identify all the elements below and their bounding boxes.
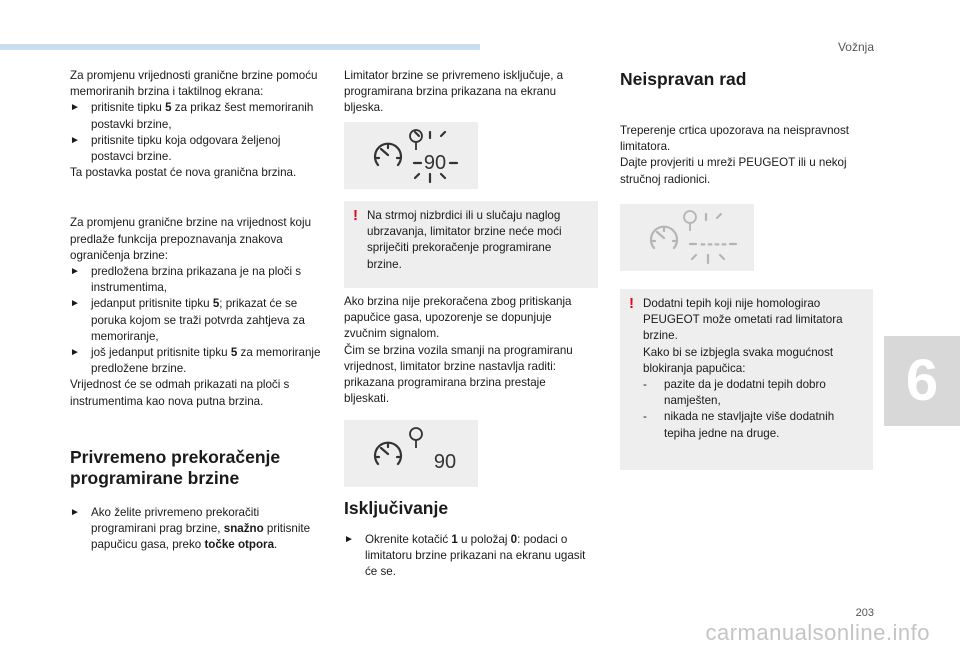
display-value: ---- [700, 233, 728, 253]
list-item: ► Okrenite kotačić 1 u položaj 0: podaci o limitatoru brzine prikazani na ekranu ugasit će se. [344, 533, 586, 579]
display-image-flashing [344, 122, 478, 189]
warning-box-floor-mat [620, 289, 873, 470]
speedometer-icon [651, 227, 677, 248]
list-item: ► pritisnite tipku koja odgovara željenoj postavci brzine. [70, 133, 281, 164]
memorized-speeds-block [70, 68, 322, 181]
arrow-bullet-icon: ► [70, 506, 80, 518]
speed-limiter-display [344, 122, 478, 189]
block1-outro: Ta postavka postat će nova granična brzina. [70, 166, 297, 180]
column-3-text [620, 123, 868, 188]
column-1 [70, 68, 322, 553]
display-value: 90 [423, 152, 447, 174]
section-title: Vožnja [837, 40, 874, 54]
heading-deactivation: Isključivanje [344, 498, 449, 518]
chapter-number: 6 [905, 348, 939, 413]
heading-temporary-exceed: Privremeno prekoračenje programirane brzine [70, 446, 281, 488]
warning-line1: Dodatni tepih koji nije homologirao PEUGEOT može ometati rad limitatora brzine. [643, 297, 843, 343]
sign-recognition-block [70, 215, 322, 409]
arrow-bullet-icon: ► [70, 102, 80, 114]
list-item: ► predložena brzina prikazana je na ploči s instrumentima, [70, 265, 302, 295]
speed-sign-icon [684, 211, 696, 231]
top-accent-bar [0, 44, 480, 50]
speed-limiter-display-fault [620, 204, 754, 271]
col3-para2: Dajte provjeriti u mreži PEUGEOT ili u nekoj stručnoj radionici. [620, 156, 847, 186]
list-item: - pazite da je dodatni tepih dobro namješten, [643, 378, 826, 408]
watermark: carmanualsonline.info [705, 620, 930, 645]
arrow-bullet-icon: ► [344, 534, 354, 545]
heading-malfunction: Neispravan rad [620, 69, 747, 89]
list-item: ► Ako želite privremeno prekoračiti programirani prag brzine, snažno pritisnite papučicu gasa, preko točke otpora. [70, 505, 311, 552]
display-image-steady [344, 420, 478, 487]
column-2-text [344, 294, 594, 407]
list-item: - nikada ne stavljajte više dodatnih tepiha jedne na druge. [643, 410, 835, 440]
col2-para1: Limitator brzine se privremeno isključuje, a programirana brzina prikazana na ekranu bljeska. [344, 69, 564, 115]
speedometer-icon [375, 443, 401, 464]
chapter-tab [884, 336, 960, 426]
speed-limiter-display-steady [344, 420, 478, 487]
deactivation-list [344, 532, 598, 581]
block2-intro: Za promjenu granične brzine na vrijednost koju predlaže funkcija prepoznavanja znakova ograničenja brzine: [70, 216, 312, 262]
exclamation-icon: ! [629, 295, 634, 312]
arrow-bullet-icon: ► [70, 134, 80, 146]
list-item: ► pritisnite tipku 5 za prikaz šest memoriranih postavki brzine, [70, 101, 314, 131]
arrow-bullet-icon: ► [70, 347, 80, 359]
warning-box-downhill [344, 201, 598, 288]
display-value: 90 [433, 451, 457, 473]
block1-intro: Za promjenu vrijednosti granične brzine pomoću memoriranih brzina i taktilnog ekrana: [70, 69, 318, 99]
warning-line2: Kako bi se izbjegla svaka mogućnost blokiranja papučica: [643, 345, 834, 375]
col2-para2a: Ako brzina nije prekoračena zbog pritiskanja papučice gasa, upozorenje se dopunjuje zvučnim signalom. [344, 295, 572, 341]
col2-para2b: Čim se brzina vozila smanji na programiranu vrijednost, limitator brzine nastavlja raditi: prikazana programirana brzina prestaje bljeskati. [344, 343, 573, 406]
block2-outro: Vrijednost će se odmah prikazati na ploči s instrumentima kao nova putna brzina. [70, 378, 290, 408]
arrow-bullet-icon: ► [70, 298, 80, 310]
arrow-bullet-icon: ► [70, 266, 80, 278]
page-number: 203 [855, 607, 874, 619]
list-item: ► jedanput pritisnite tipku 5; prikazat će se poruka kojom se traži potvrda zahtjeva za memoriranje, [70, 297, 305, 343]
speedometer-icon [375, 144, 401, 165]
speed-sign-icon [410, 428, 422, 448]
list-item: ► još jedanput pritisnite tipku 5 za memoriranje predložene brzine. [70, 346, 321, 376]
display-image-fault [620, 204, 754, 271]
col3-para1: Treperenje crtica upozorava na neispravnost limitatora. [620, 124, 849, 154]
warning-text: Na strmoj nizbrdici ili u slučaju naglog ubrzavanja, limitator brzine neće moći spriječiti prekoračenje programirane brzine. [367, 209, 562, 271]
exclamation-icon: ! [353, 207, 358, 224]
